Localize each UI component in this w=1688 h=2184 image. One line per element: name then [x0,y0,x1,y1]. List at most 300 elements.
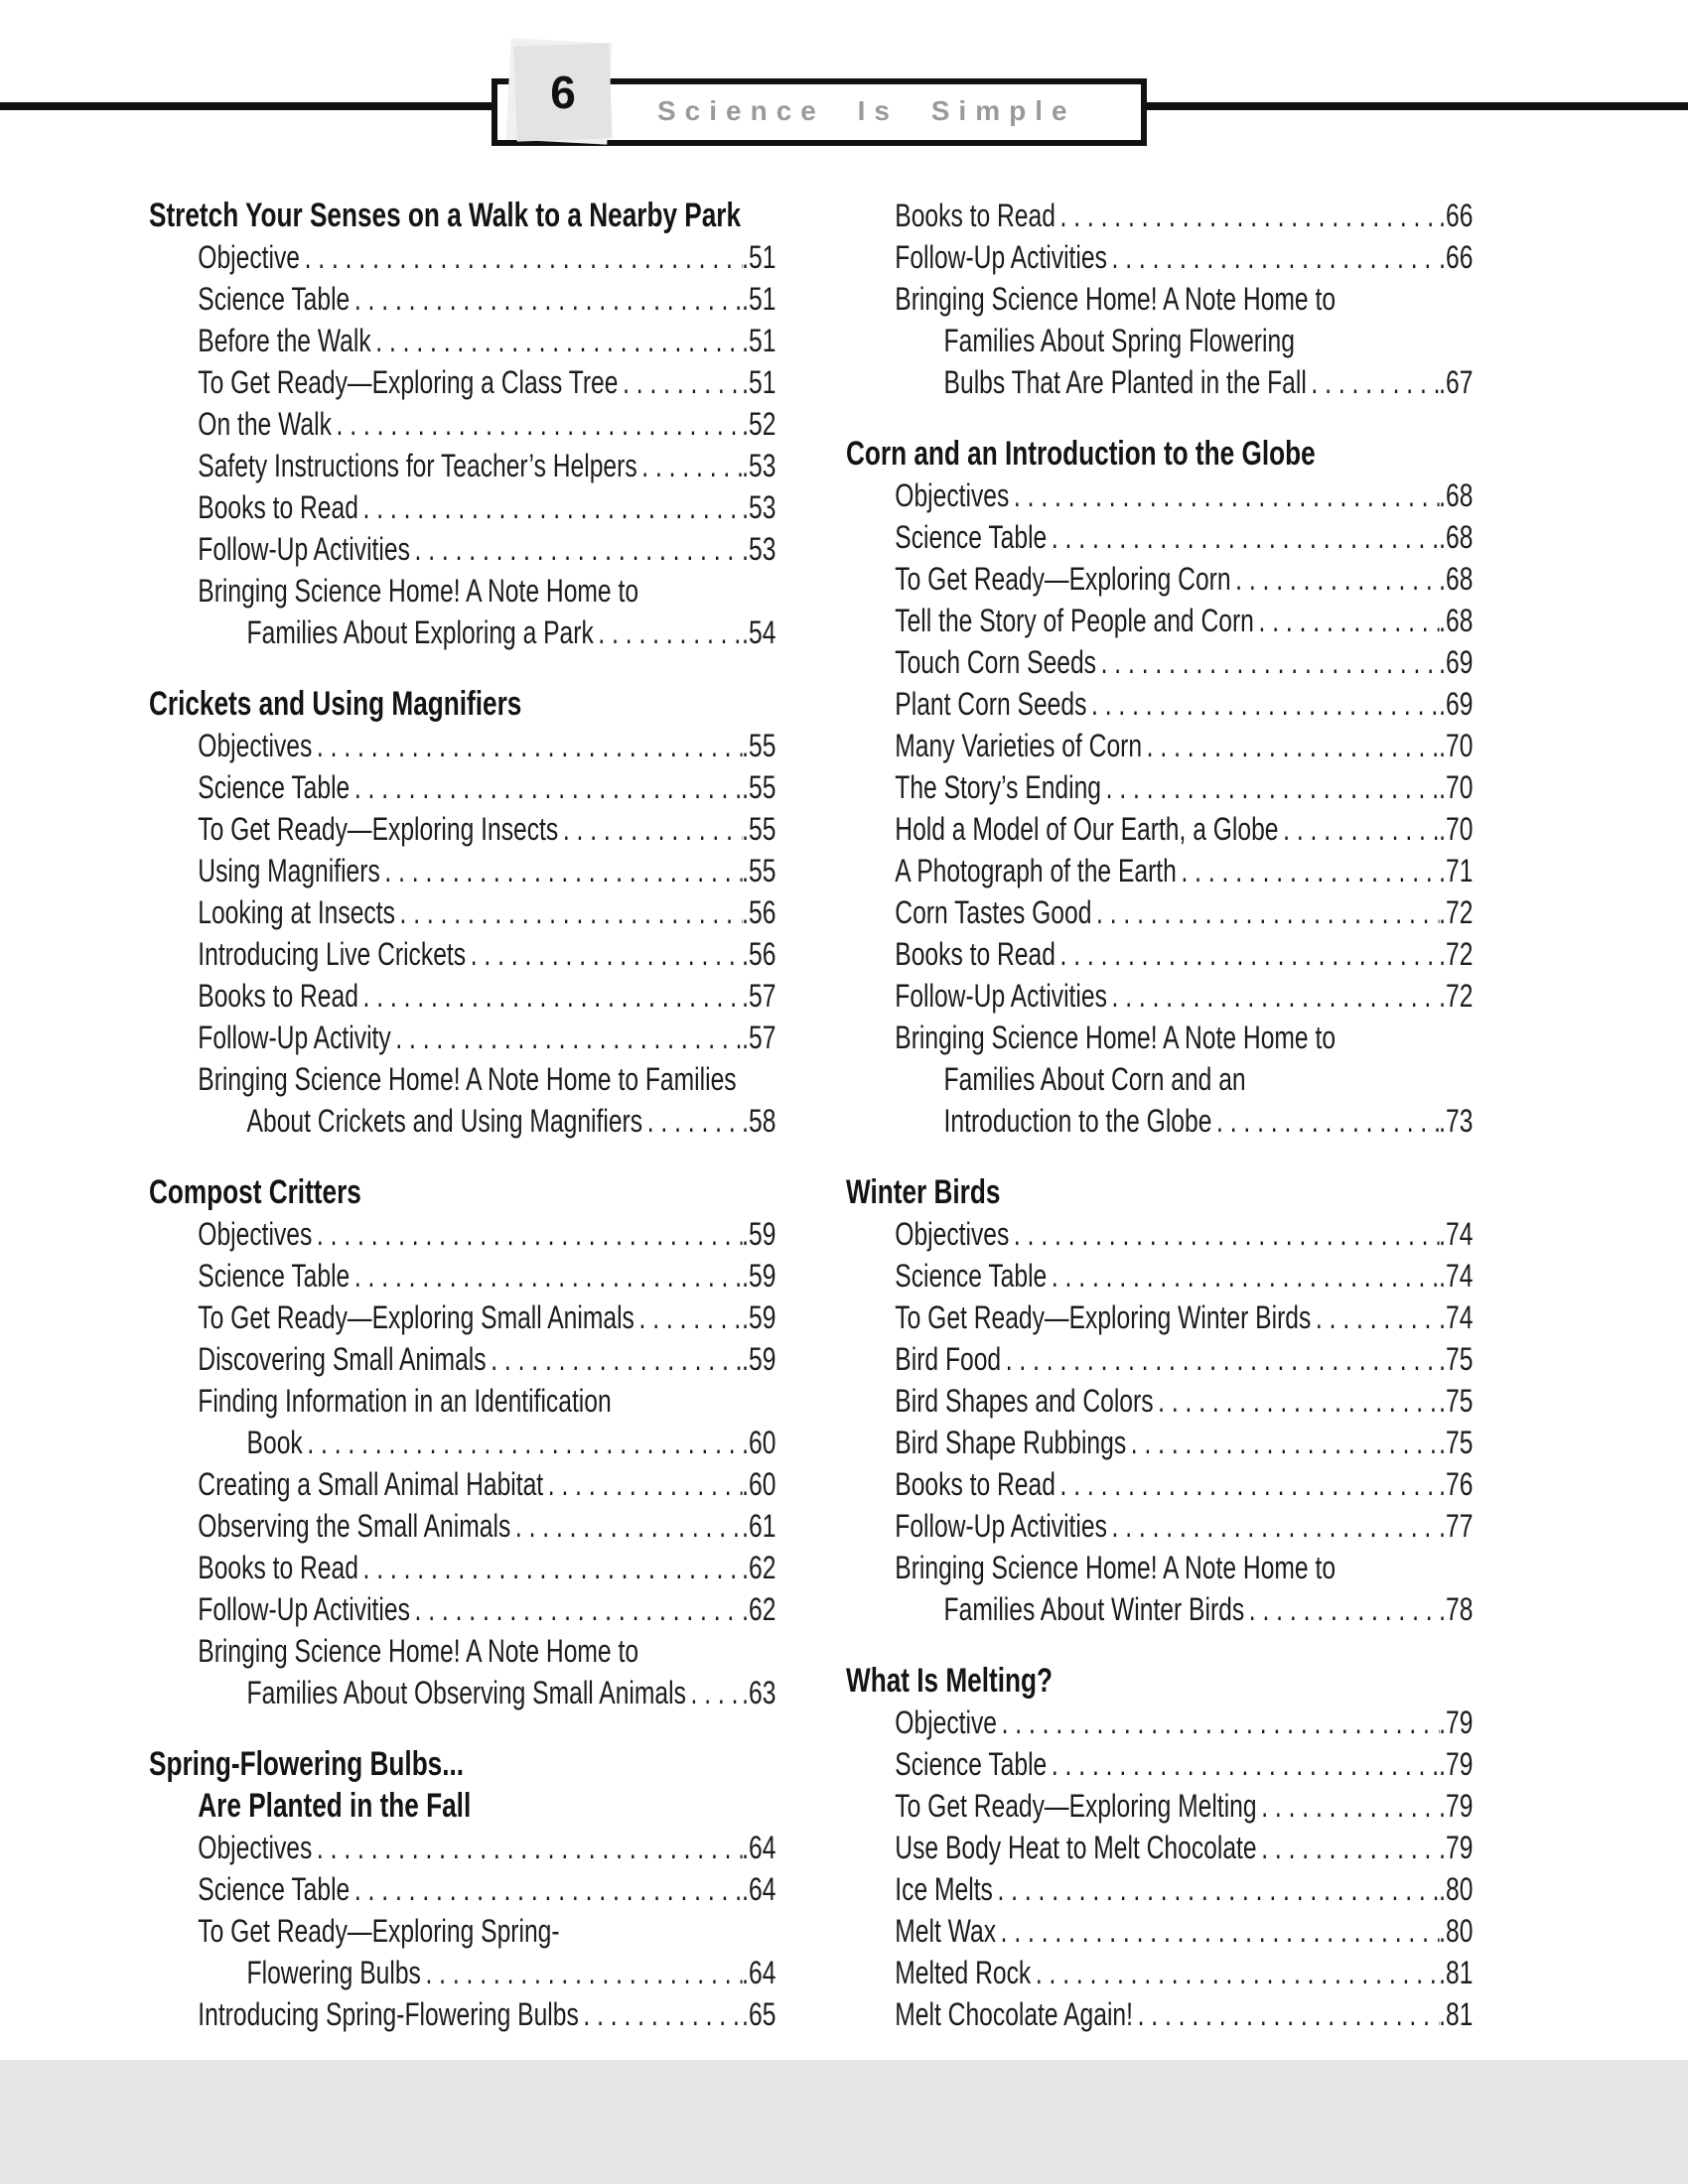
toc-entry [846,725,1473,766]
entry-label: Books to Read [895,198,1055,233]
page-number: . 80 [1439,1910,1473,1952]
toc-entry [846,850,1473,891]
page-number: . 75 [1439,1338,1473,1380]
toc-entry [846,558,1473,600]
page-number: . 68 [1439,475,1473,516]
dot-leader [1047,1255,1439,1297]
entry-label: Science Table [895,519,1048,555]
dot-leader [1307,361,1439,403]
toc-entry [149,1255,775,1297]
dot-leader [1177,850,1439,891]
toc-entry [846,1588,1473,1630]
dot-leader [300,236,742,278]
page-number: . 75 [1439,1380,1473,1422]
toc-entry [846,1785,1473,1827]
entry-label: Families About Spring Flowering [943,323,1295,358]
entry-label: Books to Read [198,978,358,1014]
page-number: . 79 [1439,1827,1473,1868]
section-title: Spring-Flowering Bulbs... [149,1745,465,1783]
entry-label: Books to Read [198,1550,358,1585]
page-number: . 53 [742,486,775,528]
footer-strip [0,2060,1688,2184]
page-number: . 58 [742,1100,775,1142]
page-number: . 59 [742,1338,775,1380]
entry-label: Science Table [198,281,351,317]
page-number: . 74 [1439,1255,1473,1297]
section-title: Are Planted in the Fall [198,1787,472,1825]
toc-section [846,1660,1473,2035]
toc-entry [149,1588,775,1630]
page-number: . 55 [742,725,775,766]
page-number: . 51 [742,278,775,320]
entry-label: Introducing Live Crickets [198,936,467,972]
page-number: . 66 [1439,195,1473,236]
page-number: . 69 [1439,683,1473,725]
toc-entry [149,1380,775,1422]
toc-section [149,1171,775,1713]
page-number: . 54 [742,612,775,653]
toc-entry [149,1213,775,1255]
entry-label: Bird Shapes and Colors [895,1383,1154,1419]
dot-leader [380,850,742,891]
dot-leader [312,1827,742,1868]
entry-label: Objectives [895,1216,1010,1252]
toc-entry [846,1505,1473,1547]
toc-entry [149,445,775,486]
page-number: . 51 [742,361,775,403]
entry-label: Objective [198,239,300,275]
toc-entry [149,850,775,891]
toc-entry [149,1297,775,1338]
dot-leader [637,445,743,486]
dot-leader [421,1952,742,1993]
dot-leader [1086,683,1439,725]
dot-leader [686,1672,742,1713]
entry-label: Hold a Model of Our Earth, a Globe [895,811,1279,847]
toc-entry [846,1868,1473,1910]
page-number: . 71 [1439,850,1473,891]
entry-label: Families About Observing Small Animals [246,1675,686,1710]
page-number: . 76 [1439,1463,1473,1505]
page-number: . 79 [1439,1743,1473,1785]
toc-entry [846,1743,1473,1785]
toc-entry [149,933,775,975]
entry-label: Bringing Science Home! A Note Home to [895,281,1336,317]
section-title: Stretch Your Senses on a Walk to a Nearby Park [149,197,742,234]
entry-label: Bird Shape Rubbings [895,1425,1127,1460]
dot-leader [1055,933,1439,975]
dot-leader [1107,236,1439,278]
toc-entry [846,1017,1473,1058]
entry-label: Science Table [198,1258,351,1294]
entry-label: The Story’s Ending [895,769,1102,805]
toc-entry [149,320,775,361]
section-title: Crickets and Using Magnifiers [149,685,522,723]
entry-label: Objective [895,1705,997,1740]
toc-entry [149,1017,775,1058]
dot-leader [1142,725,1439,766]
toc-entry [149,570,775,612]
page-number: . 57 [742,975,775,1017]
toc-entry [846,1952,1473,1993]
dot-leader [358,1547,742,1588]
dot-leader [1101,766,1439,808]
entry-label: Objectives [198,1216,313,1252]
page-number: . 72 [1439,891,1473,933]
page-number: . 51 [742,236,775,278]
toc-entry [846,766,1473,808]
entry-label: Using Magnifiers [198,853,380,888]
dot-leader [993,1868,1439,1910]
entry-label: Flowering Bulbs [246,1955,421,1990]
toc-section [846,195,1473,403]
page-number: . 74 [1439,1297,1473,1338]
toc-entry [846,1297,1473,1338]
toc-entry [149,1463,775,1505]
toc-entry [149,612,775,653]
dot-leader [1096,641,1439,683]
page-number: . 72 [1439,975,1473,1017]
entry-label: Introduction to the Globe [943,1103,1212,1139]
dot-leader [358,486,742,528]
toc-entry [149,1422,775,1463]
dot-leader [1279,808,1440,850]
entry-label: Families About Exploring a Park [246,614,594,650]
dot-leader [1009,475,1439,516]
section-title: Corn and an Introduction to the Globe [846,435,1316,473]
entry-label: Corn Tastes Good [895,894,1092,930]
entry-label: Ice Melts [895,1871,993,1907]
page-number: . 56 [742,891,775,933]
page-number: . 66 [1439,236,1473,278]
entry-label: Books to Read [895,936,1055,972]
dot-leader [1009,1213,1439,1255]
dot-leader [1154,1380,1440,1422]
toc-section [149,683,775,1142]
entry-label: To Get Ready—Exploring Melting [895,1788,1257,1824]
page-number: . 81 [1439,1993,1473,2035]
toc-entry [149,278,775,320]
toc-entry [846,933,1473,975]
toc-entry [846,1463,1473,1505]
page-number-header: 6 [550,67,576,118]
page-number: . 55 [742,766,775,808]
dot-leader [1055,195,1439,236]
entry-label: Science Table [198,1871,351,1907]
page-number: . 65 [742,1993,775,2035]
dot-leader [1107,975,1439,1017]
page-number: . 57 [742,1017,775,1058]
dot-leader [1055,1463,1439,1505]
entry-label: On the Walk [198,406,332,442]
dot-leader [350,1255,742,1297]
toc-entry [846,475,1473,516]
page-number: . 68 [1439,516,1473,558]
toc-entry [149,1993,775,2035]
toc-entry [149,1338,775,1380]
page-number: . 63 [742,1672,775,1713]
toc-entry [846,975,1473,1017]
page-number: . 51 [742,320,775,361]
dot-leader [579,1993,742,2035]
toc-entry [846,1380,1473,1422]
page-number: . 59 [742,1255,775,1297]
toc-entry [149,403,775,445]
page-number: . 62 [742,1588,775,1630]
dot-leader [1031,1952,1439,1993]
page-number: . 70 [1439,766,1473,808]
toc-entry [149,361,775,403]
book-title: Science Is Simple [657,95,1076,126]
toc-section [149,195,775,653]
entry-label: To Get Ready—Exploring a Class Tree [198,364,619,400]
entry-label: Follow-Up Activities [198,1591,410,1627]
entry-label: Bird Food [895,1341,1002,1377]
entry-label: Bringing Science Home! A Note Home to [198,1633,639,1669]
entry-label: Looking at Insects [198,894,395,930]
entry-label: To Get Ready—Exploring Small Animals [198,1299,634,1335]
dot-leader [312,725,742,766]
page-number: . 72 [1439,933,1473,975]
toc-section [846,1171,1473,1630]
page-number: . 74 [1439,1213,1473,1255]
entry-label: Safety Instructions for Teacher’s Helpers [198,448,637,483]
toc-entry [149,1868,775,1910]
page-number: . 80 [1439,1868,1473,1910]
toc-entry [149,528,775,570]
toc-entry [846,683,1473,725]
page-number: . 78 [1439,1588,1473,1630]
entry-label: Book [246,1425,303,1460]
section-title: Compost Critters [149,1173,361,1211]
toc-entry [149,1630,775,1672]
dot-leader [350,766,742,808]
toc-entry [846,516,1473,558]
toc-entry [846,1338,1473,1380]
page-number: . 70 [1439,808,1473,850]
page-number: . 59 [742,1213,775,1255]
dot-leader [391,1017,742,1058]
toc-entry [846,1827,1473,1868]
page-number: . 77 [1439,1505,1473,1547]
page-number: . 60 [742,1422,775,1463]
entry-label: Families About Corn and an [943,1061,1246,1097]
dot-leader [1047,1743,1439,1785]
toc-entry [846,1910,1473,1952]
toc-entry [846,361,1473,403]
toc-entry [149,891,775,933]
toc-entry [149,975,775,1017]
entry-label: To Get Ready—Exploring Corn [895,561,1231,597]
entry-label: Books to Read [895,1466,1055,1502]
page-number: . 75 [1439,1422,1473,1463]
dot-leader [642,1100,742,1142]
toc-entry [149,1952,775,1993]
dot-leader [371,320,742,361]
entry-label: To Get Ready—Exploring Winter Birds [895,1299,1312,1335]
toc-entry [149,1672,775,1713]
dot-leader [1311,1297,1439,1338]
toc-entry [846,278,1473,320]
page-number: . 61 [742,1505,775,1547]
toc-entry [846,1547,1473,1588]
entry-label: Tell the Story of People and Corn [895,603,1254,638]
entry-label: About Crickets and Using Magnifiers [246,1103,643,1139]
entry-label: Bringing Science Home! A Note Home to [198,573,639,609]
toc-entry [149,766,775,808]
dot-leader [332,403,742,445]
toc-section [149,1743,775,2035]
dot-leader [997,1702,1439,1743]
entry-label: Follow-Up Activities [895,1508,1107,1544]
entry-label: Follow-Up Activities [895,239,1107,275]
toc-entry [149,1547,775,1588]
entry-label: A Photograph of the Earth [895,853,1177,888]
dot-leader [1231,558,1440,600]
toc-entry [846,808,1473,850]
dot-leader [618,361,742,403]
entry-label: Before the Walk [198,323,371,358]
entry-label: Melted Rock [895,1955,1032,1990]
dot-leader [1257,1827,1440,1868]
dot-leader [312,1213,742,1255]
dot-leader [410,528,742,570]
entry-label: Objectives [895,478,1010,513]
dot-leader [1254,600,1439,641]
dot-leader [558,808,742,850]
toc-entry [846,1255,1473,1297]
entry-label: Follow-Up Activities [198,531,410,567]
entry-label: Observing the Small Animals [198,1508,511,1544]
dot-leader [1047,516,1439,558]
page-number: . 68 [1439,600,1473,641]
toc-section [846,433,1473,1142]
page-number: . 53 [742,445,775,486]
toc-entry [149,1058,775,1100]
toc-entry [846,236,1473,278]
entry-label: Families About Winter Birds [943,1591,1245,1627]
dot-leader [487,1338,743,1380]
toc-entry [846,641,1473,683]
entry-label: Plant Corn Seeds [895,686,1087,722]
dot-leader [1107,1505,1439,1547]
dot-leader [594,612,742,653]
page-number: . 60 [742,1463,775,1505]
entry-label: Bringing Science Home! A Note Home to [895,1020,1336,1055]
toc-entry [846,1993,1473,2035]
toc-entry [149,1827,775,1868]
entry-label: Objectives [198,728,313,763]
page-number: . 55 [742,808,775,850]
section-title: Winter Birds [846,1173,1001,1211]
dot-leader [466,933,742,975]
entry-label: Follow-Up Activities [895,978,1107,1014]
page-number: . 56 [742,933,775,975]
page-number: . 81 [1439,1952,1473,1993]
page-number: . 53 [742,528,775,570]
dot-leader [1244,1588,1439,1630]
toc-left-column [149,195,775,2035]
entry-label: Objectives [198,1830,313,1865]
toc-entry [149,1910,775,1952]
dot-leader [1257,1785,1440,1827]
dot-leader [634,1297,742,1338]
page-number: . 69 [1439,641,1473,683]
dot-leader [1211,1100,1439,1142]
entry-label: Books to Read [198,489,358,525]
toc-right-column [846,195,1473,2035]
entry-label: Melt Wax [895,1913,997,1949]
toc-entry [149,486,775,528]
toc-entry [846,1058,1473,1100]
toc-entry [149,808,775,850]
dot-leader [996,1910,1439,1952]
entry-label: Bringing Science Home! A Note Home to [895,1550,1336,1585]
toc-entry [846,1422,1473,1463]
dot-leader [510,1505,742,1547]
dot-leader [350,278,742,320]
page-number: . 64 [742,1952,775,1993]
toc-entry [149,236,775,278]
toc-entry [846,891,1473,933]
page-number: . 64 [742,1868,775,1910]
toc-entry [846,1100,1473,1142]
page-number: . 67 [1439,361,1473,403]
dot-leader [1091,891,1439,933]
entry-label: Science Table [895,1746,1048,1782]
entry-label: Melt Chocolate Again! [895,1996,1133,2032]
entry-label: Science Table [895,1258,1048,1294]
page-number: . 52 [742,403,775,445]
entry-label: Many Varieties of Corn [895,728,1143,763]
entry-label: Bringing Science Home! A Note Home to Families [198,1061,737,1097]
page-number: . 73 [1439,1100,1473,1142]
page-number: . 70 [1439,725,1473,766]
dot-leader [543,1463,742,1505]
page-number: . 55 [742,850,775,891]
toc-entry [846,1702,1473,1743]
entry-label: To Get Ready—Exploring Spring- [198,1913,560,1949]
entry-label: Bulbs That Are Planted in the Fall [943,364,1307,400]
page-number: . 64 [742,1827,775,1868]
dot-leader [1001,1338,1439,1380]
entry-label: Science Table [198,769,351,805]
dot-leader [358,975,742,1017]
toc-entry [846,1213,1473,1255]
toc-entry [149,1100,775,1142]
section-title: What Is Melting? [846,1662,1053,1700]
page-number: . 68 [1439,558,1473,600]
entry-label: Introducing Spring-Flowering Bulbs [198,1996,579,2032]
page-number: . 79 [1439,1702,1473,1743]
toc-entry [846,600,1473,641]
entry-label: Use Body Heat to Melt Chocolate [895,1830,1257,1865]
entry-label: To Get Ready—Exploring Insects [198,811,559,847]
entry-label: Discovering Small Animals [198,1341,487,1377]
toc-entry [846,320,1473,361]
entry-label: Follow-Up Activity [198,1020,391,1055]
dot-leader [410,1588,742,1630]
page-number: . 79 [1439,1785,1473,1827]
page-number: . 62 [742,1547,775,1588]
toc-entry [149,725,775,766]
dot-leader [395,891,742,933]
entry-label: Touch Corn Seeds [895,644,1096,680]
entry-label: Finding Information in an Identification [198,1383,612,1419]
dot-leader [1126,1422,1439,1463]
dot-leader [350,1868,742,1910]
toc-entry [149,1505,775,1547]
